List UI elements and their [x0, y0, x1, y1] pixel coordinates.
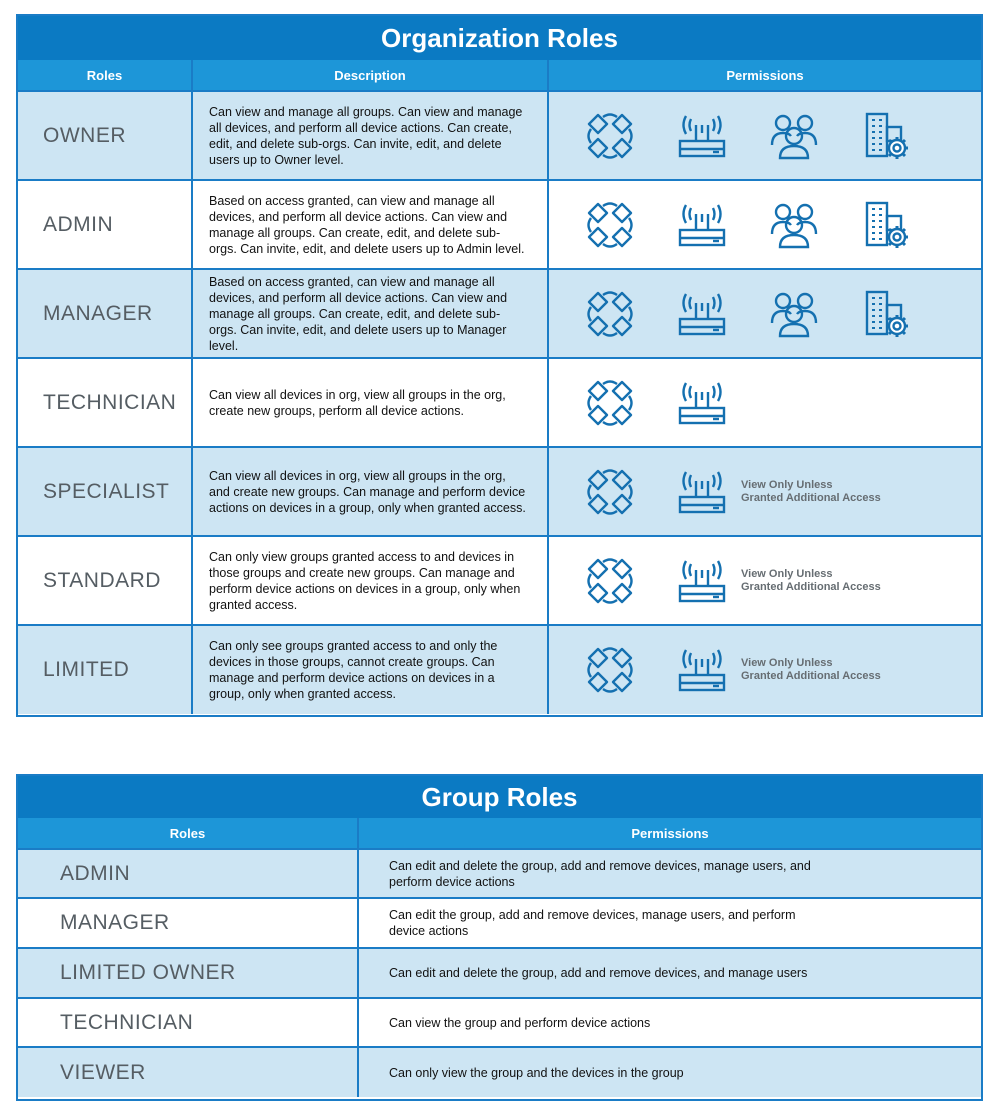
- table-row: [18, 270, 981, 359]
- permissions-cell: [359, 899, 981, 947]
- users-icon: [769, 289, 819, 339]
- role-permissions: Can view the group and perform device actions: [389, 1015, 651, 1030]
- permission-icons: [549, 626, 881, 714]
- role-cell: [18, 270, 193, 357]
- users-icon: [769, 200, 819, 250]
- table-row: [18, 1048, 981, 1097]
- permissions-cell: [549, 181, 981, 268]
- table-row: [18, 537, 981, 626]
- role-cell: [18, 999, 359, 1046]
- view-only-note: View Only Unless Granted Additional Access: [741, 567, 881, 593]
- role-name: TECHNICIAN: [43, 390, 177, 414]
- description-cell: [193, 270, 549, 357]
- group-header-row: [18, 818, 981, 850]
- permission-icons: [549, 270, 953, 357]
- role-permissions: Can edit the group, add and remove devices, manage users, and perform device actions: [389, 908, 796, 938]
- view-only-note: View Only Unless Granted Additional Access: [741, 478, 881, 504]
- group-header-permissions: Permissions: [631, 825, 709, 841]
- permissions-cell: [549, 359, 981, 446]
- description-cell: [193, 448, 549, 535]
- role-name: MANAGER: [43, 301, 153, 325]
- permissions-cell: [359, 850, 981, 897]
- role-name: LIMITED: [43, 658, 130, 681]
- role-cell: [18, 850, 359, 897]
- router-icon: [677, 111, 727, 161]
- permission-icons: [549, 359, 769, 446]
- groups-icon: [585, 645, 635, 695]
- permission-icons: [549, 537, 881, 624]
- router-icon: [677, 200, 727, 250]
- table-row: [18, 899, 981, 949]
- role-name: OWNER: [43, 123, 126, 147]
- groups-icon: [585, 111, 635, 161]
- group-roles-table: [16, 774, 983, 1101]
- description-cell: [193, 626, 549, 714]
- role-name: VIEWER: [60, 1060, 146, 1084]
- role-description: Can view and manage all groups. Can view and manage all devices, and perform all device actions. Can create, edit, and delete sub-orgs. Can invite, edit, and delete users up to Owner level.: [209, 104, 523, 167]
- group-roles-title: Group Roles: [18, 776, 981, 818]
- role-description: Can only see groups granted access to and only the devices in those groups, cannot create groups. Can manage and perform device actions on devices in a group, only when granted access.: [209, 639, 498, 701]
- permissions-cell: [359, 999, 981, 1046]
- router-icon: [677, 289, 727, 339]
- role-description: Can view all devices in org, view all groups in the org, and create new groups. Can manage and perform device actions on devices in a group, only when granted access.: [209, 468, 526, 515]
- role-permissions: Can edit and delete the group, add and remove devices, manage users, and perform device actions: [389, 858, 811, 889]
- role-name: ADMIN: [43, 212, 114, 236]
- org-header-roles: Roles: [18, 60, 193, 90]
- org-settings-icon: [861, 200, 911, 250]
- table-row: [18, 181, 981, 270]
- permissions-cell: [549, 92, 981, 179]
- permissions-cell: [549, 448, 981, 535]
- permissions-cell: [549, 537, 981, 624]
- description-cell: [193, 92, 549, 179]
- groups-icon: [585, 378, 635, 428]
- org-settings-icon: [861, 289, 911, 339]
- role-name: LIMITED OWNER: [60, 961, 236, 984]
- role-name: SPECIALIST: [43, 479, 170, 503]
- role-permissions: Can only view the group and the devices in the group: [389, 1065, 684, 1080]
- router-icon: [677, 378, 727, 428]
- role-description: Can view all devices in org, view all groups in the org, create new groups, perform all device actions.: [209, 387, 506, 418]
- table-row: [18, 949, 981, 999]
- role-description: Can only view groups granted access to and devices in those groups and create new groups. Can manage and perform device actions on devices in a group, only when granted access.: [209, 549, 521, 612]
- role-name: ADMIN: [60, 861, 131, 885]
- permissions-cell: [549, 626, 981, 714]
- users-icon: [769, 111, 819, 161]
- role-cell: [18, 626, 193, 714]
- role-name: STANDARD: [43, 568, 161, 592]
- role-cell: [18, 92, 193, 179]
- permissions-cell: [359, 949, 981, 997]
- org-settings-icon: [861, 111, 911, 161]
- role-description: Based on access granted, can view and manage all devices, and perform all device actions. Can view and manage all groups. Can create, edit, and delete sub-orgs. Can invite, edit, and delete users up to Admin level.: [209, 193, 525, 256]
- role-description: Based on access granted, can view and manage all devices, and perform all device actions. Can view and manage all groups. Can create, edit, and delete sub-orgs. Can invite, edit, and delete users up to Manager level.: [209, 274, 508, 353]
- groups-icon: [585, 200, 635, 250]
- permissions-cell: [359, 1048, 981, 1097]
- description-cell: [193, 537, 549, 624]
- org-roles-title: Organization Roles: [18, 16, 981, 60]
- role-name: MANAGER: [60, 911, 170, 934]
- role-permissions: Can edit and delete the group, add and remove devices, and manage users: [389, 966, 808, 980]
- group-header-roles: Roles: [18, 818, 359, 848]
- view-only-note: View Only Unless Granted Additional Access: [741, 657, 881, 682]
- role-cell: [18, 181, 193, 268]
- table-row: [18, 626, 981, 714]
- role-cell: [18, 359, 193, 446]
- role-cell: [18, 537, 193, 624]
- permissions-cell: [549, 270, 981, 357]
- groups-icon: [585, 467, 635, 517]
- groups-icon: [585, 556, 635, 606]
- org-header-row: [18, 60, 981, 92]
- org-header-description: Description: [193, 60, 549, 90]
- table-row: [18, 850, 981, 899]
- org-header-permissions: Permissions: [726, 67, 804, 83]
- router-icon: [677, 556, 727, 606]
- role-cell: [18, 899, 359, 947]
- role-cell: [18, 1048, 359, 1097]
- organization-roles-table: [16, 14, 983, 717]
- table-row: [18, 448, 981, 537]
- table-row: [18, 999, 981, 1048]
- router-icon: [677, 645, 727, 695]
- permission-icons: [549, 448, 881, 535]
- router-icon: [677, 467, 727, 517]
- description-cell: [193, 359, 549, 446]
- groups-icon: [585, 289, 635, 339]
- permission-icons: [549, 181, 953, 268]
- role-cell: [18, 949, 359, 997]
- table-row: [18, 92, 981, 181]
- permission-icons: [549, 92, 953, 179]
- table-row: [18, 359, 981, 448]
- description-cell: [193, 181, 549, 268]
- role-cell: [18, 448, 193, 535]
- role-name: TECHNICIAN: [60, 1010, 194, 1034]
